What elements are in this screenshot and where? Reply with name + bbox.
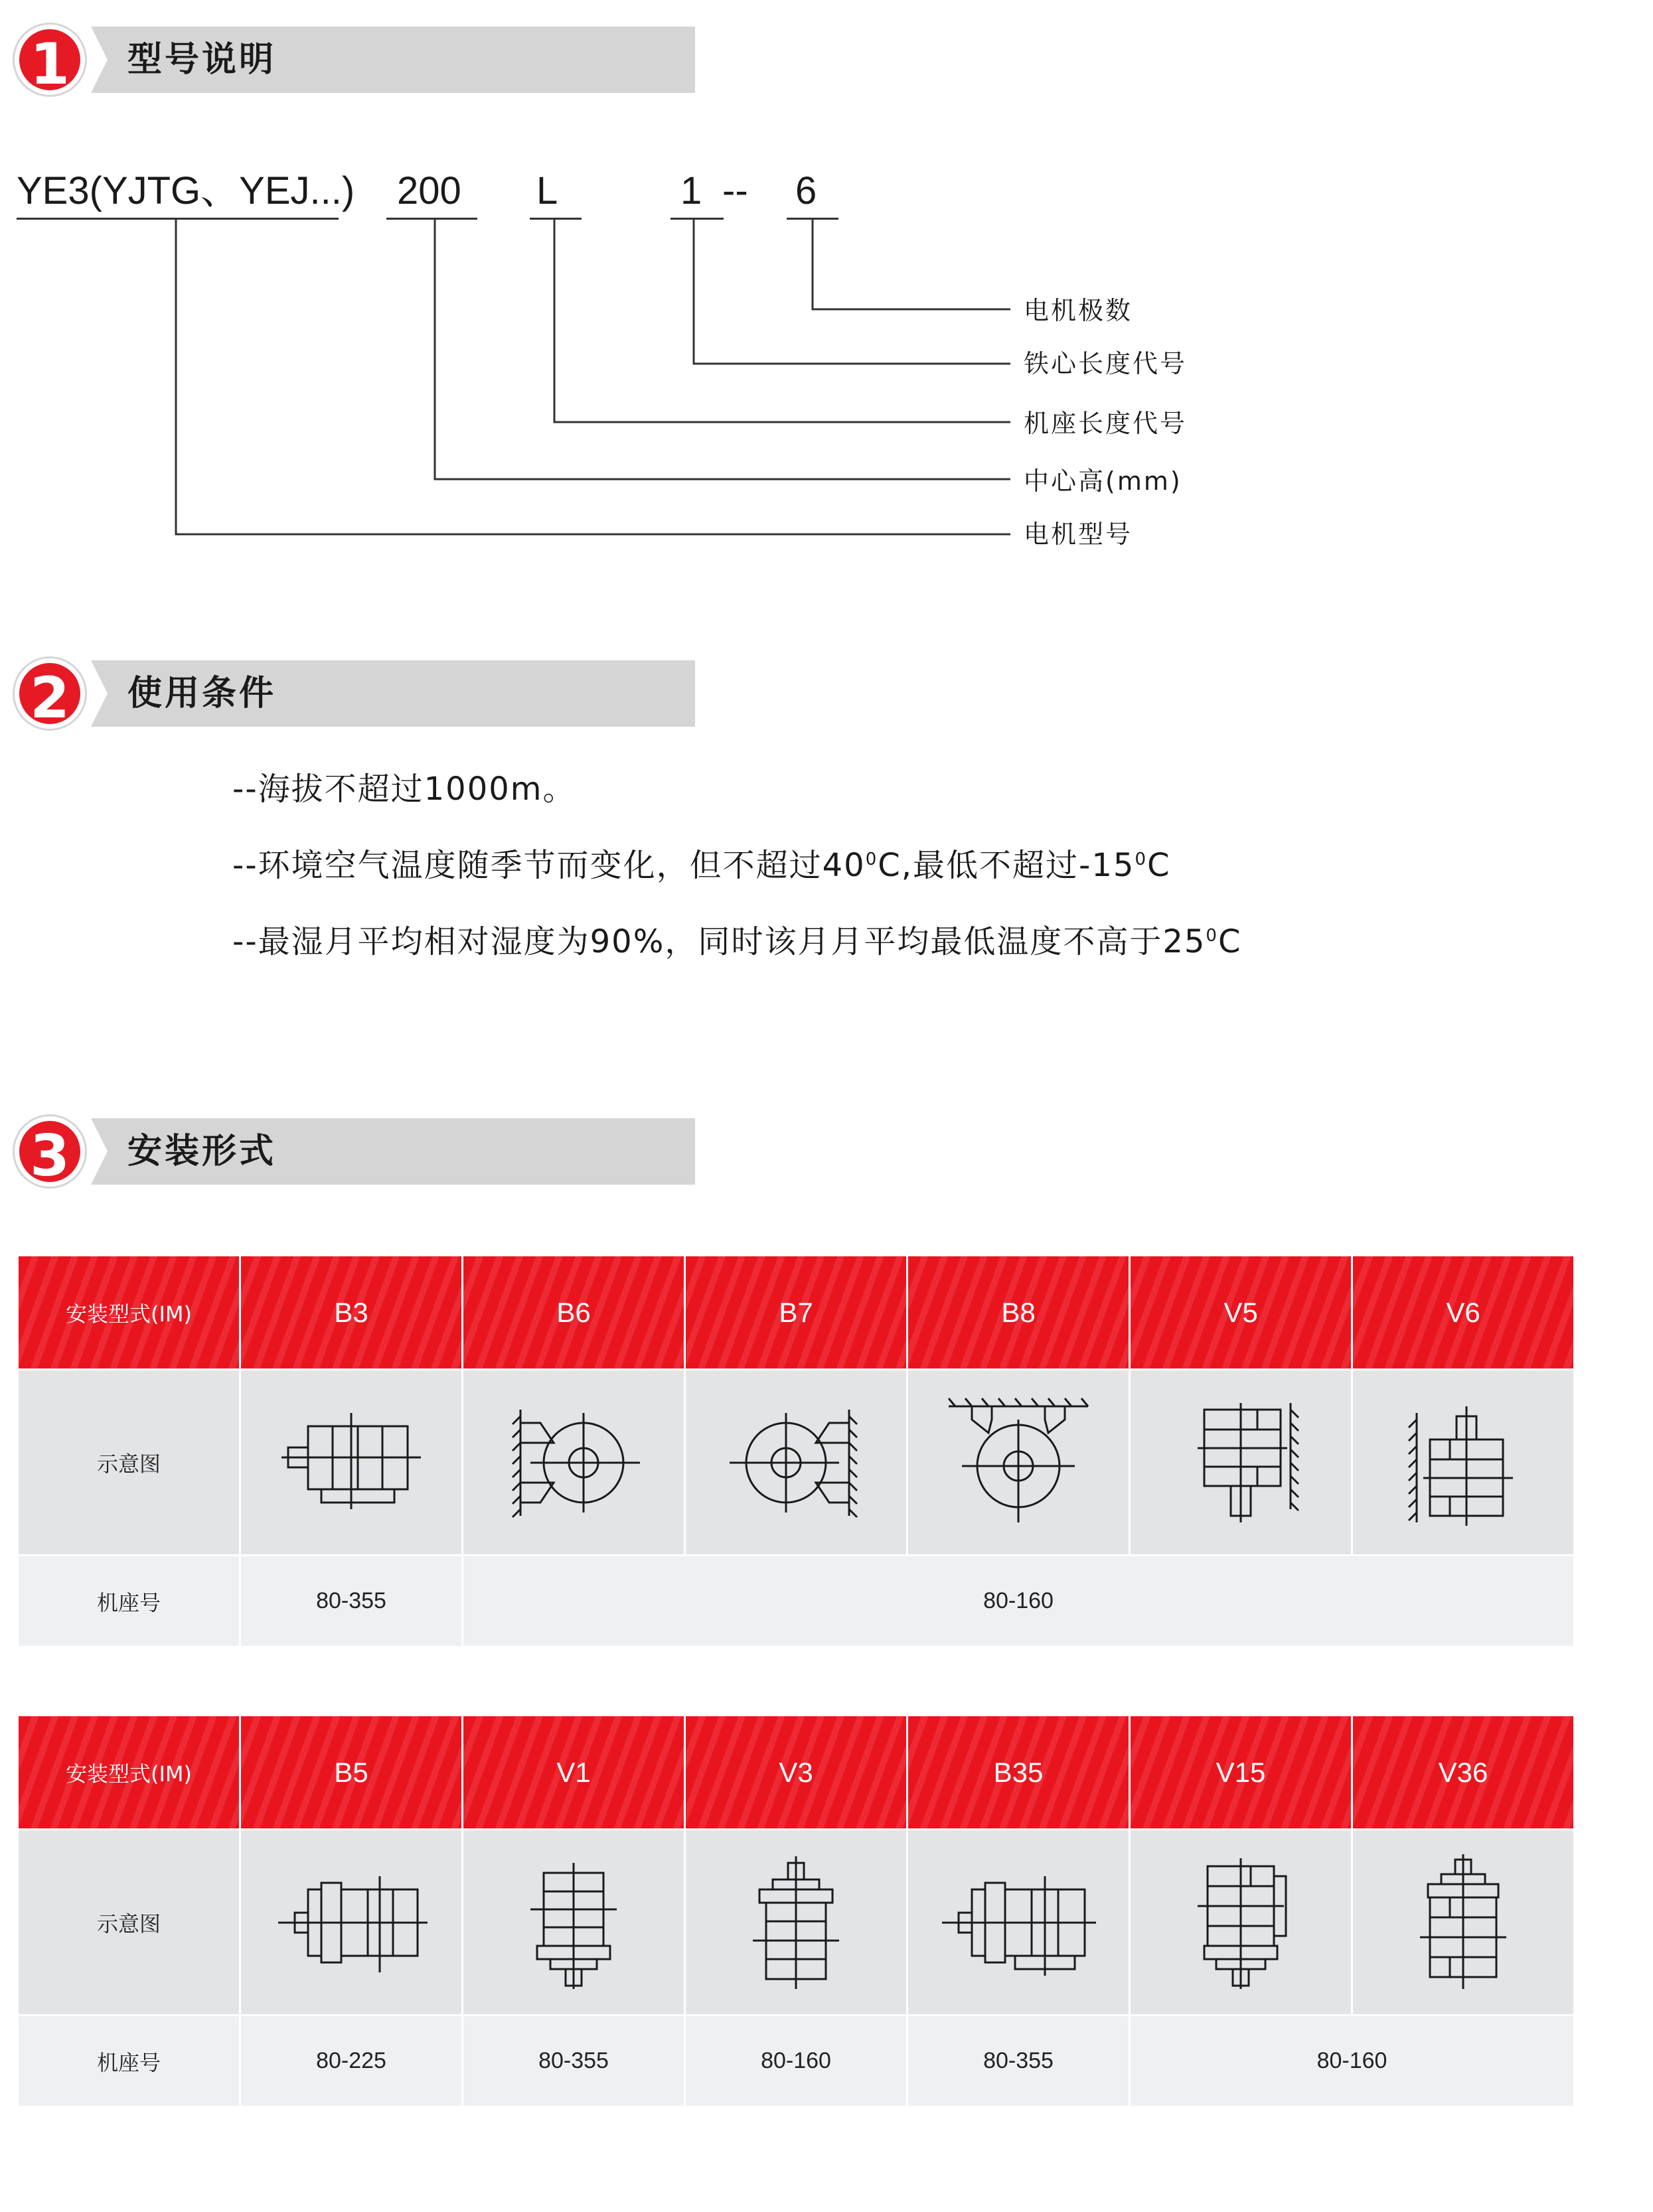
section-title: 型号说明 xyxy=(127,40,277,80)
type-b7: B7 xyxy=(685,1256,907,1370)
frame-b35: 80-355 xyxy=(907,2016,1130,2107)
b8-diagram-icon xyxy=(935,1393,1101,1532)
cell-v1-diagram xyxy=(463,1830,685,2016)
condition-text: C xyxy=(1218,923,1242,960)
mounting-table-2 xyxy=(17,1714,1575,2108)
condition-text: --最湿月平均相对湿度为90%，同时该月月平均最低温度不高于25 xyxy=(232,923,1206,960)
cell-v15-diagram xyxy=(1130,1830,1352,2016)
b5-diagram-icon xyxy=(268,1853,434,1992)
b3-diagram-icon xyxy=(268,1393,434,1532)
v5-diagram-icon xyxy=(1158,1393,1324,1532)
label-poles: 电机极数 xyxy=(1024,296,1133,325)
cell-v6-diagram xyxy=(1352,1370,1575,1556)
diagram-row xyxy=(18,1830,1575,2016)
code-frame-length: L xyxy=(536,169,558,212)
type-b6: B6 xyxy=(463,1256,685,1370)
frame-v15-v36: 80-160 xyxy=(1130,2016,1575,2107)
cell-v3-diagram xyxy=(685,1830,907,2016)
cell-v5-diagram xyxy=(1130,1370,1352,1556)
frame-row xyxy=(18,2016,1575,2107)
b7-diagram-icon xyxy=(713,1393,879,1532)
header-label: 安装型式(IM) xyxy=(18,1716,240,1830)
section-header-3 xyxy=(15,1118,695,1189)
frame-v1: 80-355 xyxy=(463,2016,685,2107)
condition-text: --海拔不超过1000m。 xyxy=(232,771,576,808)
diagram-row xyxy=(18,1370,1575,1556)
type-b35: B35 xyxy=(907,1716,1130,1830)
label-frame-length: 机座长度代号 xyxy=(1024,409,1188,438)
type-v6: V6 xyxy=(1352,1256,1575,1370)
diagram-label: 示意图 xyxy=(18,1370,240,1556)
table-header-row xyxy=(18,1716,1575,1830)
section-title: 安装形式 xyxy=(127,1132,277,1171)
cell-b8-diagram xyxy=(907,1370,1130,1556)
code-series: YE3(YJTG、YEJ...) xyxy=(17,169,355,212)
degree-mark: 0 xyxy=(1135,849,1148,869)
condition-text: C,最低不超过-15 xyxy=(878,847,1135,884)
frame-v3: 80-160 xyxy=(685,2016,907,2107)
type-v3: V3 xyxy=(685,1716,907,1830)
type-b3: B3 xyxy=(240,1256,463,1370)
type-b5: B5 xyxy=(240,1716,463,1830)
frame-b5: 80-225 xyxy=(240,2016,463,2107)
section-number: 1 xyxy=(15,25,85,95)
condition-humidity xyxy=(232,916,1241,962)
cell-b35-diagram xyxy=(907,1830,1130,2016)
label-core-length: 铁心长度代号 xyxy=(1024,349,1188,378)
v3-diagram-icon xyxy=(713,1853,879,1992)
v15-diagram-icon xyxy=(1158,1853,1324,1992)
code-separator: -- xyxy=(722,169,748,212)
b35-diagram-icon xyxy=(935,1853,1101,1992)
cell-b3-diagram xyxy=(240,1370,463,1556)
section-header-2 xyxy=(15,660,695,731)
header-label: 安装型式(IM) xyxy=(18,1256,240,1370)
frame-b3: 80-355 xyxy=(240,1556,463,1647)
condition-text: C xyxy=(1147,847,1171,884)
table-header-row xyxy=(18,1256,1575,1370)
type-v1: V1 xyxy=(463,1716,685,1830)
frame-b6-v6: 80-160 xyxy=(463,1556,1575,1647)
frame-label: 机座号 xyxy=(18,2016,240,2107)
frame-row xyxy=(18,1556,1575,1647)
condition-altitude xyxy=(232,763,576,809)
section-title: 使用条件 xyxy=(127,674,277,713)
label-center-height: 中心高(mm) xyxy=(1024,467,1182,496)
frame-label: 机座号 xyxy=(18,1556,240,1647)
mounting-table-1 xyxy=(17,1254,1575,1648)
b6-diagram-icon xyxy=(491,1393,657,1532)
code-center-height: 200 xyxy=(397,169,461,212)
v6-diagram-icon xyxy=(1380,1393,1546,1532)
v36-diagram-icon xyxy=(1380,1853,1546,1992)
degree-mark: 0 xyxy=(1206,926,1218,946)
type-v15: V15 xyxy=(1130,1716,1352,1830)
diagram-label: 示意图 xyxy=(18,1830,240,2016)
type-v5: V5 xyxy=(1130,1256,1352,1370)
type-v36: V36 xyxy=(1352,1716,1575,1830)
section-number: 3 xyxy=(15,1116,85,1187)
condition-text: --环境空气温度随季节而变化，但不超过40 xyxy=(232,847,866,884)
model-code-tree-lines xyxy=(0,0,1653,597)
section-number: 2 xyxy=(15,658,85,729)
label-motor-model: 电机型号 xyxy=(1024,520,1133,549)
cell-b5-diagram xyxy=(240,1830,463,2016)
type-b8: B8 xyxy=(907,1256,1130,1370)
cell-b7-diagram xyxy=(685,1370,907,1556)
v1-diagram-icon xyxy=(491,1853,657,1992)
cell-b6-diagram xyxy=(463,1370,685,1556)
code-core-length: 1 xyxy=(680,169,702,212)
cell-v36-diagram xyxy=(1352,1830,1575,2016)
code-poles: 6 xyxy=(795,169,817,212)
degree-mark: 0 xyxy=(865,849,878,869)
condition-temperature xyxy=(232,840,1171,885)
